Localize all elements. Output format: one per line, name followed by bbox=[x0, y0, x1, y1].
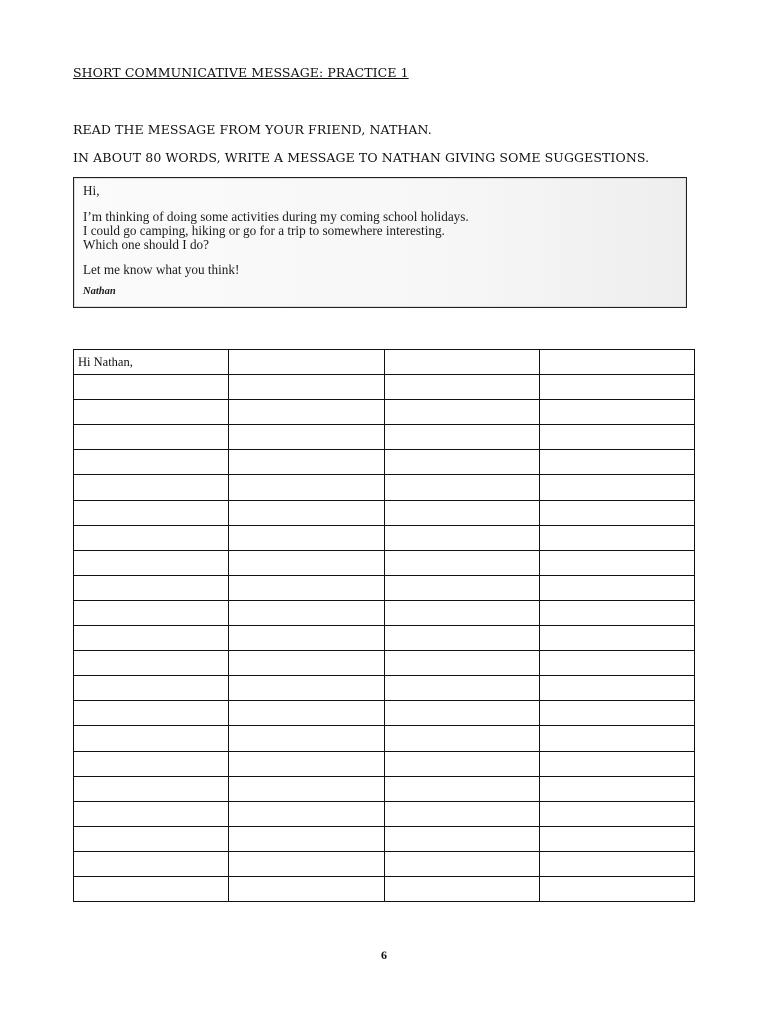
grid-row bbox=[74, 801, 695, 826]
writing-cell[interactable] bbox=[539, 475, 694, 500]
writing-cell[interactable] bbox=[229, 575, 384, 600]
writing-cell[interactable] bbox=[384, 575, 539, 600]
message-line: Let me know what you think! bbox=[83, 262, 240, 277]
writing-cell[interactable] bbox=[229, 726, 384, 751]
writing-cell[interactable] bbox=[384, 876, 539, 901]
grid-row bbox=[74, 676, 695, 701]
writing-cell[interactable] bbox=[384, 726, 539, 751]
writing-cell[interactable] bbox=[539, 651, 694, 676]
writing-cell[interactable] bbox=[539, 400, 694, 425]
writing-cell[interactable] bbox=[74, 776, 229, 801]
writing-cell[interactable] bbox=[74, 751, 229, 776]
grid-row bbox=[74, 701, 695, 726]
writing-cell[interactable] bbox=[539, 600, 694, 625]
writing-cell[interactable] bbox=[229, 701, 384, 726]
message-line: Which one should I do? bbox=[83, 237, 209, 252]
writing-cell[interactable] bbox=[539, 375, 694, 400]
writing-cell[interactable] bbox=[74, 826, 229, 851]
grid-row bbox=[74, 375, 695, 400]
writing-cell[interactable] bbox=[229, 425, 384, 450]
writing-cell[interactable] bbox=[229, 826, 384, 851]
grid-row bbox=[74, 851, 695, 876]
writing-cell[interactable] bbox=[74, 425, 229, 450]
grid-row bbox=[74, 876, 695, 901]
writing-cell[interactable] bbox=[384, 400, 539, 425]
writing-cell[interactable] bbox=[229, 676, 384, 701]
grid-row bbox=[74, 400, 695, 425]
writing-cell[interactable] bbox=[539, 801, 694, 826]
grid-row bbox=[74, 475, 695, 500]
writing-cell[interactable] bbox=[74, 801, 229, 826]
writing-cell[interactable] bbox=[539, 626, 694, 651]
writing-cell[interactable] bbox=[229, 751, 384, 776]
writing-cell[interactable] bbox=[539, 525, 694, 550]
writing-cell[interactable] bbox=[229, 350, 384, 375]
instruction-write: IN ABOUT 80 WORDS, WRITE A MESSAGE TO NATHAN GIVING SOME SUGGESTIONS. bbox=[73, 150, 650, 165]
writing-cell[interactable] bbox=[539, 701, 694, 726]
writing-cell[interactable] bbox=[384, 851, 539, 876]
writing-cell[interactable] bbox=[384, 626, 539, 651]
writing-cell[interactable] bbox=[74, 626, 229, 651]
grid-row bbox=[74, 826, 695, 851]
instruction-read: READ THE MESSAGE FROM YOUR FRIEND, NATHAN. bbox=[73, 122, 432, 137]
writing-cell[interactable] bbox=[384, 826, 539, 851]
writing-cell[interactable] bbox=[74, 701, 229, 726]
writing-cell[interactable] bbox=[74, 676, 229, 701]
writing-cell[interactable] bbox=[539, 851, 694, 876]
writing-cell[interactable] bbox=[539, 751, 694, 776]
grid-greeting-cell: Hi Nathan, bbox=[74, 350, 229, 375]
writing-cell[interactable] bbox=[539, 500, 694, 525]
grid-row bbox=[74, 500, 695, 525]
page-title: SHORT COMMUNICATIVE MESSAGE: PRACTICE 1 bbox=[73, 65, 409, 80]
grid-row bbox=[74, 525, 695, 550]
writing-cell[interactable] bbox=[384, 651, 539, 676]
writing-cell[interactable] bbox=[74, 550, 229, 575]
writing-cell[interactable] bbox=[74, 400, 229, 425]
grid-row bbox=[74, 450, 695, 475]
writing-cell[interactable] bbox=[229, 776, 384, 801]
writing-cell[interactable] bbox=[229, 500, 384, 525]
writing-cell[interactable] bbox=[74, 375, 229, 400]
writing-cell[interactable] bbox=[229, 600, 384, 625]
writing-cell[interactable] bbox=[539, 826, 694, 851]
writing-cell[interactable] bbox=[74, 600, 229, 625]
writing-cell[interactable] bbox=[384, 450, 539, 475]
writing-cell[interactable] bbox=[229, 651, 384, 676]
writing-cell[interactable] bbox=[229, 375, 384, 400]
writing-cell[interactable] bbox=[384, 425, 539, 450]
writing-cell[interactable] bbox=[229, 475, 384, 500]
message-line: I’m thinking of doing some activities during my coming school holidays. bbox=[83, 209, 469, 224]
writing-cell[interactable] bbox=[384, 600, 539, 625]
page-number: 6 bbox=[381, 948, 387, 962]
writing-cell[interactable] bbox=[384, 350, 539, 375]
grid-row bbox=[74, 425, 695, 450]
writing-cell[interactable] bbox=[539, 876, 694, 901]
writing-cell[interactable] bbox=[384, 550, 539, 575]
writing-cell[interactable] bbox=[229, 851, 384, 876]
grid-row bbox=[74, 651, 695, 676]
writing-cell[interactable] bbox=[539, 350, 694, 375]
grid-row bbox=[74, 550, 695, 575]
grid-row bbox=[74, 575, 695, 600]
writing-cell[interactable] bbox=[539, 776, 694, 801]
writing-cell[interactable] bbox=[74, 525, 229, 550]
writing-cell[interactable] bbox=[229, 525, 384, 550]
writing-cell[interactable] bbox=[384, 676, 539, 701]
grid-row bbox=[74, 600, 695, 625]
writing-cell[interactable] bbox=[229, 876, 384, 901]
friend-message-image bbox=[73, 177, 687, 308]
writing-grid bbox=[73, 349, 695, 902]
writing-cell[interactable] bbox=[539, 425, 694, 450]
writing-cell[interactable] bbox=[229, 450, 384, 475]
writing-cell[interactable] bbox=[539, 450, 694, 475]
writing-cell[interactable] bbox=[539, 726, 694, 751]
writing-cell[interactable] bbox=[384, 525, 539, 550]
writing-cell[interactable] bbox=[74, 500, 229, 525]
writing-cell[interactable] bbox=[539, 676, 694, 701]
grid-row bbox=[74, 726, 695, 751]
writing-cell[interactable] bbox=[74, 450, 229, 475]
writing-cell[interactable] bbox=[384, 751, 539, 776]
writing-cell[interactable] bbox=[384, 801, 539, 826]
grid-row bbox=[74, 776, 695, 801]
writing-cell[interactable] bbox=[74, 876, 229, 901]
writing-cell[interactable] bbox=[384, 701, 539, 726]
message-greeting: Hi, bbox=[83, 183, 100, 198]
message-line: I could go camping, hiking or go for a trip to somewhere interesting. bbox=[83, 223, 445, 238]
writing-cell[interactable] bbox=[229, 801, 384, 826]
writing-cell[interactable] bbox=[539, 550, 694, 575]
grid-row bbox=[74, 626, 695, 651]
writing-cell[interactable] bbox=[74, 651, 229, 676]
grid-row bbox=[74, 751, 695, 776]
writing-cell[interactable] bbox=[384, 500, 539, 525]
writing-cell[interactable] bbox=[74, 726, 229, 751]
writing-cell[interactable] bbox=[539, 575, 694, 600]
writing-cell[interactable] bbox=[229, 626, 384, 651]
writing-cell[interactable] bbox=[384, 375, 539, 400]
writing-cell[interactable] bbox=[229, 400, 384, 425]
writing-cell[interactable] bbox=[384, 475, 539, 500]
writing-cell[interactable] bbox=[74, 851, 229, 876]
grid-row bbox=[74, 350, 695, 375]
writing-cell[interactable] bbox=[384, 776, 539, 801]
writing-cell[interactable] bbox=[74, 575, 229, 600]
message-signature: Nathan bbox=[83, 286, 116, 297]
writing-cell[interactable] bbox=[74, 475, 229, 500]
writing-cell[interactable] bbox=[229, 550, 384, 575]
